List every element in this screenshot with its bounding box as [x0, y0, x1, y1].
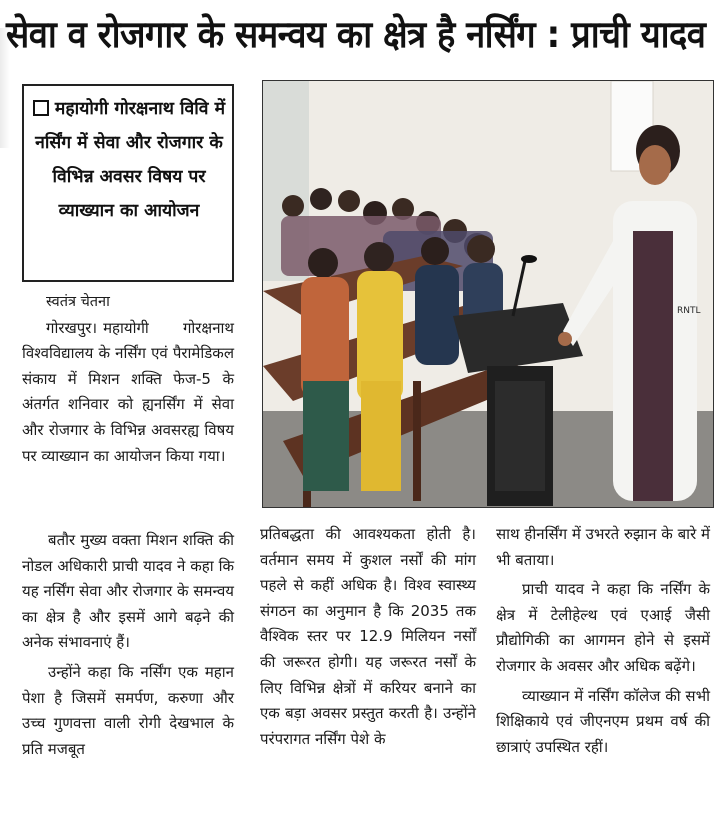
- column-2: [260, 522, 476, 752]
- paragraph-7: व्याख्यान में नर्सिंग कॉलेज की सभी शिक्षिकाये एवं जीएनएम प्रथम वर्ष की छात्राएं उपस्थित रहीं।: [496, 686, 710, 756]
- checkbox-square-icon: [33, 100, 49, 116]
- column-1-bottom: [22, 528, 234, 762]
- coat-label: RNTL: [677, 306, 701, 316]
- lecture-photo: [262, 80, 714, 508]
- paragraph-2: बतौर मुख्य वक्ता मिशन शक्ति की नोडल अधिकारी प्राची यादव ने कहा कि यह नर्सिंग सेवा और रोजगार के समन्वय का क्षेत्र है और इसमें आगे बढ़ने की अनेक संभावनाएं हैं।: [22, 531, 234, 652]
- subheadline: [32, 92, 226, 228]
- byline: स्वतंत्र चेतना: [46, 294, 110, 310]
- paragraph-4: प्रतिबद्धता की आवश्यकता होती है। वर्तमान समय में कुशल नर्सों की मांग पहले से कहीं अधिक है। विश्व स्वास्थ्य संगठन का अनुमान है कि 2035 तक वैश्विक स्तर पर 12.9 मिलियन नर्सों की जरूरत होगी। यह जरूरत नर्सों के लिए विभिन्न क्षेत्रों में करियर बनाने का एक बड़ा अवसर प्रस्तुत करती है। उन्होंने परंपरागत नर्सिंग पेशे के: [260, 525, 476, 748]
- column-3: [496, 522, 710, 760]
- lecture-photo-illustration: [263, 81, 714, 508]
- subheadline-text: महायोगी गोरक्षनाथ विवि में नर्सिंग में सेवा और रोजगार के विभिन्न अवसर विषय पर व्याख्यान का आयोजन: [35, 99, 226, 221]
- paragraph-6: प्राची यादव ने कहा कि नर्सिंग के क्षेत्र में टेलीहेल्थ एवं एआई जैसी प्रौद्योगिकी का आगमन होने से इसमें रोजगार के अवसर और अधिक बढ़ेंगे।: [496, 580, 710, 675]
- subheadline-box: [22, 84, 234, 282]
- paragraph-3: उन्होंने कहा कि नर्सिंग एक महान पेशा है जिसमें समर्पण, करुणा और उच्च गुणवत्ता वाली रोगी देखभाल के प्रति मजबूत: [22, 662, 234, 758]
- dateline: गोरखपुर।: [46, 318, 98, 337]
- headline: सेवा व रोजगार के समन्वय का क्षेत्र है नर्सिंग : प्राची यादव: [6, 13, 706, 56]
- paragraph-5: साथ हीनर्सिंग में उभरते रुझान के बारे में भी बताया।: [496, 525, 710, 569]
- paragraph-1-text: महायोगी गोरक्षनाथ विश्वविद्यालय के नर्सिंग एवं पैरामेडिकल संकाय में मिशन शक्ति फेज-5 के अंतर्गत शनिवार को ह्यनर्सिंग में सेवा और रोजगार के विभिन्न अवसरह्य विषय पर व्याख्यान का आयोजन किया गया।: [22, 318, 234, 465]
- paragraph-1: [22, 316, 234, 470]
- column-1-top: [22, 290, 234, 469]
